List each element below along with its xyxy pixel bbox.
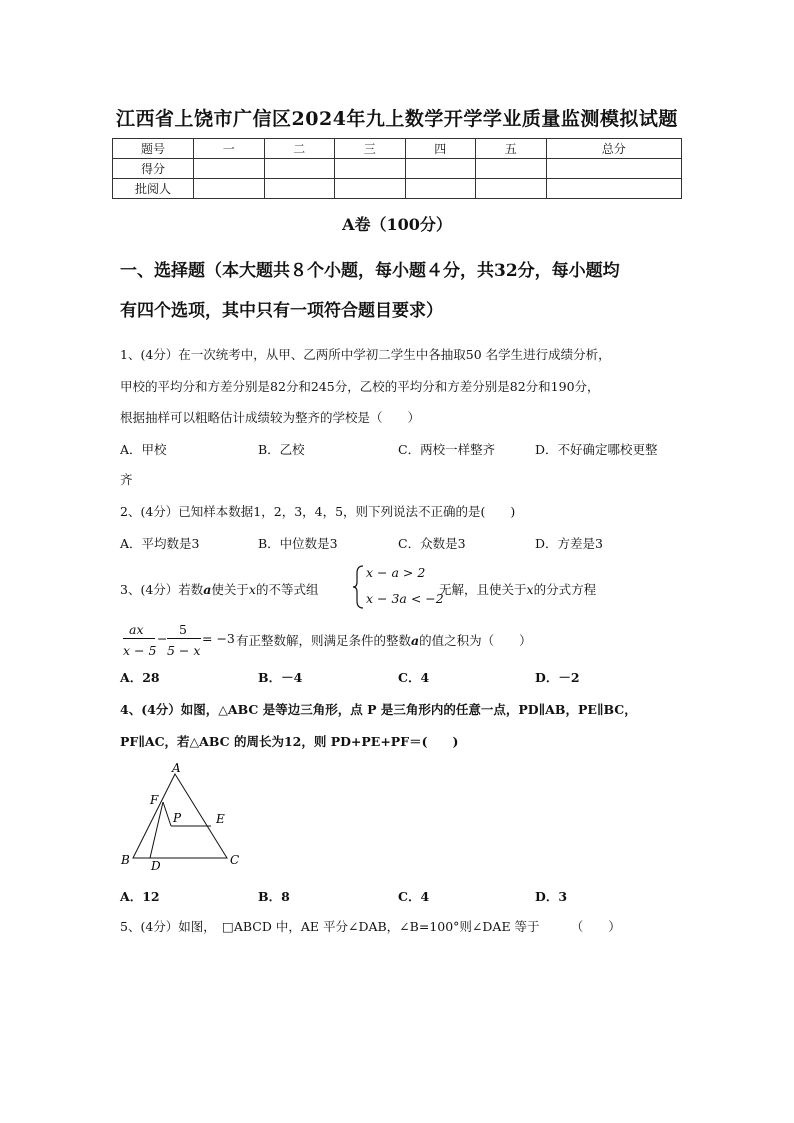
q3-option-d: D．－2 bbox=[535, 670, 580, 685]
q1-line2: 甲校的平均分和方差分别是82分和245分，乙校的平均分和方差分别是82分和190分， bbox=[120, 379, 600, 394]
table-cell[interactable] bbox=[476, 179, 547, 199]
q3-equals: = −3 bbox=[202, 631, 235, 646]
q3-option-b: B．－4 bbox=[258, 670, 303, 685]
segment-pf bbox=[163, 802, 171, 826]
q3-line1 bbox=[120, 580, 319, 598]
label-p: P bbox=[173, 811, 182, 825]
q3-var-x2: x bbox=[526, 582, 534, 597]
q4-option-d: D．3 bbox=[535, 889, 568, 904]
q1-option-d-cont: 齐 bbox=[120, 472, 133, 487]
q4-option-b: B．8 bbox=[258, 889, 290, 904]
q4-option-c: C．4 bbox=[398, 889, 430, 904]
q3-after2: 的分式方程 bbox=[533, 582, 597, 597]
table-cell[interactable] bbox=[194, 179, 265, 199]
q3-frac2-den: 5 − x bbox=[167, 643, 201, 658]
q3-var-a2: a bbox=[411, 633, 420, 648]
q4-triangle-figure bbox=[115, 758, 250, 873]
table-cell[interactable] bbox=[335, 159, 406, 179]
table-row bbox=[113, 159, 682, 179]
section1-heading-line1: 一、选择题（本大题共８个小题，每小题４分，共32分，每小题均 bbox=[120, 261, 620, 281]
q4-line1: 4、(4分）如图，△ABC 是等边三角形，点 P 是三角形内的任意一点，PD∥AB，PE∥BC， bbox=[120, 702, 637, 717]
table-cell: 一 bbox=[194, 139, 265, 159]
q3-prefix: 3、(4分）若数 bbox=[120, 582, 204, 597]
q4-option-a: A．12 bbox=[120, 889, 160, 904]
label-a: A bbox=[172, 761, 181, 775]
q3-var-x: x bbox=[248, 582, 256, 597]
label-d: D bbox=[151, 859, 161, 873]
q2-option-b: B．中位数是3 bbox=[258, 536, 338, 551]
table-cell: 三 bbox=[335, 139, 406, 159]
q3-line1-tail bbox=[439, 580, 596, 598]
table-cell: 题号 bbox=[113, 139, 194, 159]
table-cell[interactable] bbox=[476, 159, 547, 179]
table-cell: 总分 bbox=[546, 139, 682, 159]
table-cell: 二 bbox=[264, 139, 335, 159]
q3-frac2-bar bbox=[167, 638, 201, 639]
q3-after: 无解，且使关于 bbox=[439, 582, 527, 597]
q3-option-a: A．28 bbox=[120, 670, 160, 685]
score-table bbox=[112, 138, 682, 199]
q3-line2-tail bbox=[236, 631, 532, 649]
q5-text: 5、(4分）如图， □ABCD 中，AE 平分∠DAB，∠B=100°则∠DAE 等于 （ ） bbox=[120, 919, 621, 934]
q3-tail: 有正整数解，则满足条件的整数 bbox=[236, 633, 412, 648]
table-cell[interactable] bbox=[405, 159, 476, 179]
table-cell[interactable] bbox=[546, 159, 682, 179]
table-row bbox=[113, 139, 682, 159]
q3-mid: 使关于 bbox=[211, 582, 249, 597]
q3-frac1-den: x − 5 bbox=[123, 643, 157, 658]
table-cell: 四 bbox=[405, 139, 476, 159]
table-cell[interactable] bbox=[405, 179, 476, 199]
section-a-heading: A卷（100分） bbox=[342, 215, 452, 234]
q3-frac2-num: 5 bbox=[179, 622, 187, 637]
table-cell: 批阅人 bbox=[113, 179, 194, 199]
q1-option-a: A．甲校 bbox=[120, 442, 167, 457]
table-cell[interactable] bbox=[546, 179, 682, 199]
label-b: B bbox=[121, 853, 130, 867]
label-c: C bbox=[230, 853, 240, 867]
label-f: F bbox=[150, 793, 159, 807]
table-cell: 得分 bbox=[113, 159, 194, 179]
exam-title: 江西省上饶市广信区2024年九上数学开学学业质量监测模拟试题 bbox=[116, 108, 678, 130]
q2-text: 2、(4分）已知样本数据1，2，3，4，5，则下列说法不正确的是( ) bbox=[120, 504, 516, 519]
q3-tail2: 的值之积为（ ） bbox=[419, 633, 532, 648]
q4-line2: PF∥AC，若△ABC 的周长为12，则 PD+PE+PF＝( ) bbox=[120, 734, 459, 749]
q3-frac1-num: ax bbox=[129, 622, 144, 637]
q1-option-d: D．不好确定哪校更整 bbox=[535, 442, 658, 457]
q3-option-c: C．4 bbox=[398, 670, 430, 685]
q3-mid2: 的不等式组 bbox=[255, 582, 319, 597]
q3-var-a: a bbox=[203, 582, 212, 597]
q3-frac1-bar bbox=[123, 638, 155, 639]
table-cell: 五 bbox=[476, 139, 547, 159]
q2-option-c: C．众数是3 bbox=[398, 536, 466, 551]
label-e: E bbox=[216, 812, 225, 826]
q1-line1: 1、(4分）在一次统考中，从甲、乙两所中学初二学生中各抽取50 名学生进行成绩分析， bbox=[120, 347, 611, 362]
q1-option-b: B．乙校 bbox=[258, 442, 305, 457]
table-cell[interactable] bbox=[335, 179, 406, 199]
q3-minus: − bbox=[157, 631, 168, 646]
q2-option-a: A．平均数是3 bbox=[120, 536, 200, 551]
table-row bbox=[113, 179, 682, 199]
section1-heading-line2: 有四个选项，其中只有一项符合题目要求） bbox=[120, 301, 443, 321]
q2-option-d: D．方差是3 bbox=[535, 536, 603, 551]
q3-inequality-2: x − 3a < −2 bbox=[366, 591, 444, 606]
table-cell[interactable] bbox=[264, 159, 335, 179]
q1-option-c: C．两校一样整齐 bbox=[398, 442, 496, 457]
q3-inequality-1: x − a > 2 bbox=[366, 565, 426, 580]
table-cell[interactable] bbox=[194, 159, 265, 179]
q1-line3: 根据抽样可以粗略估计成绩较为整齐的学校是（ ） bbox=[120, 410, 421, 425]
table-cell[interactable] bbox=[264, 179, 335, 199]
